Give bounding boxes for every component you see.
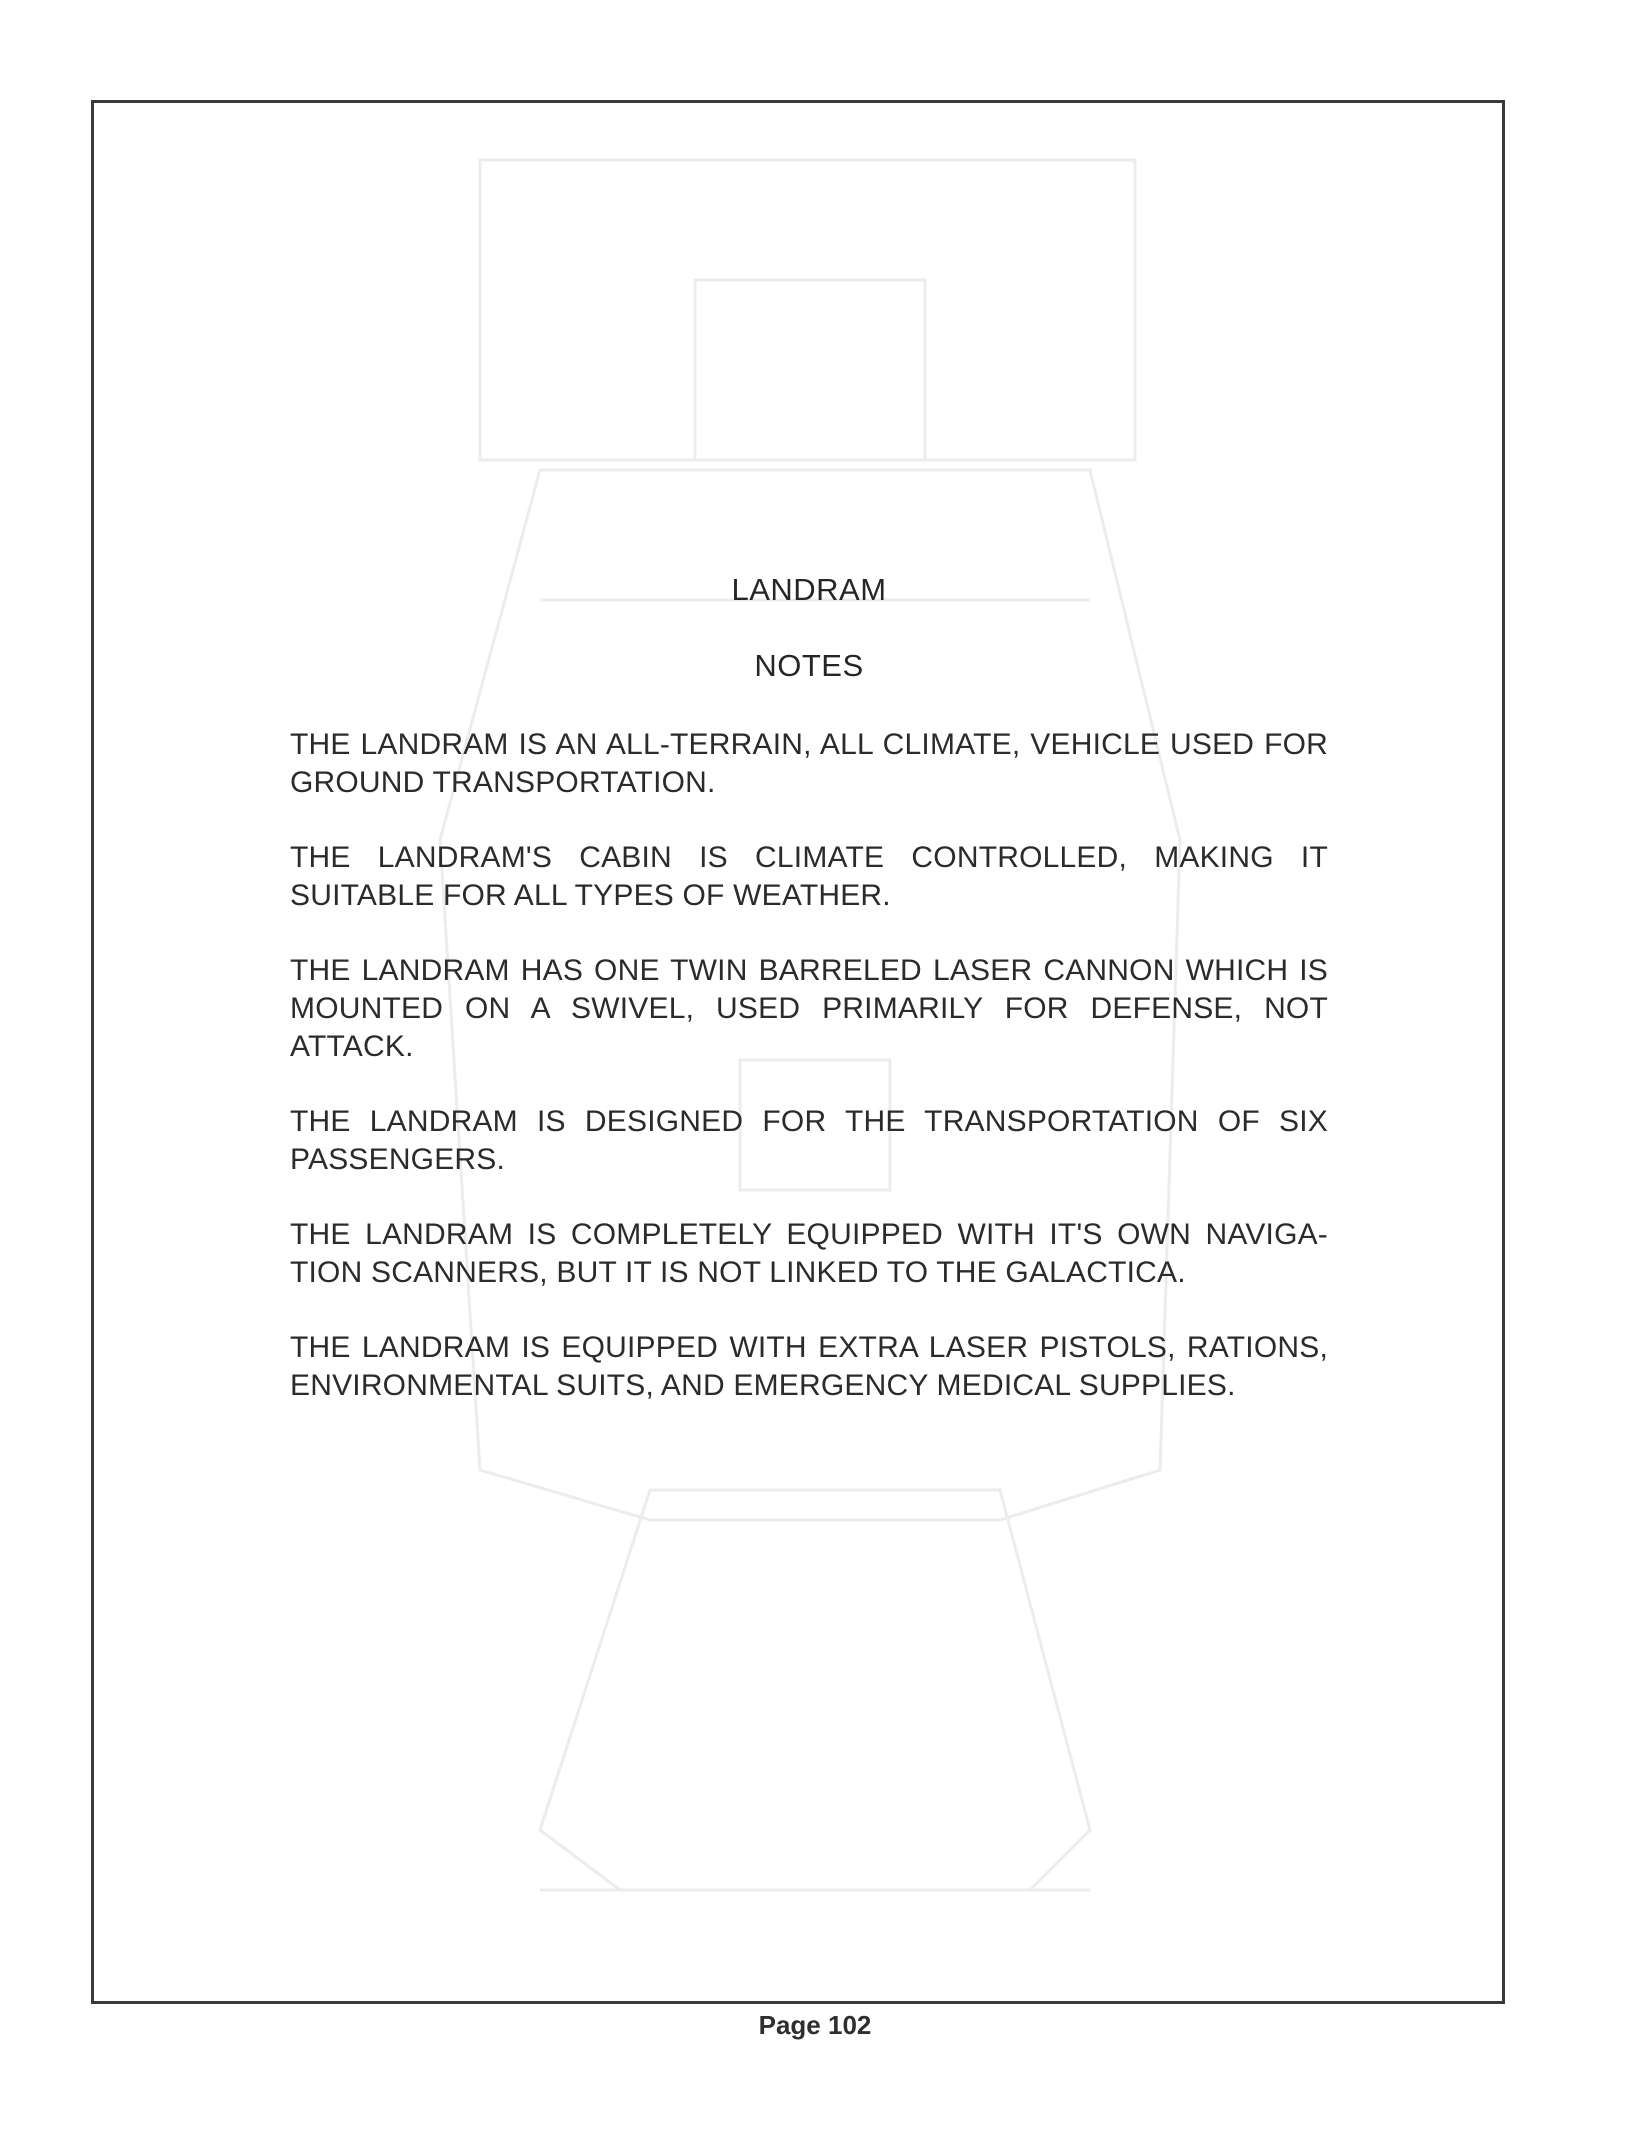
document-subtitle: NOTES: [754, 648, 864, 683]
note-paragraph-6: THE LANDRAM IS EQUIPPED WITH EXTRA LASER PISTOLS, RATIONS, ENVIRONMENTAL SUITS, AND EMERGENCY MEDICAL SUPPLIES.: [290, 1331, 1328, 1402]
note-paragraph-4: THE LANDRAM IS DESIGNED FOR THE TRANSPORTATION OF SIX PASSENGERS.: [290, 1105, 1328, 1176]
page-number: Page 102: [758, 2010, 872, 2040]
note-paragraph-3: THE LANDRAM HAS ONE TWIN BARRELED LASER CANNON WHICH IS MOUNTED ON A SWIVEL, USED PRIMARILY FOR DEFENSE, NOT ATTACK.: [290, 954, 1328, 1063]
note-paragraph-5: THE LANDRAM IS COMPLETELY EQUIPPED WITH IT'S OWN NAVIGA-TION SCANNERS, BUT IT IS NOT LINKED TO THE GALACTICA.: [290, 1218, 1328, 1289]
notes-content: [290, 560, 1328, 1405]
note-paragraph-2: THE LANDRAM'S CABIN IS CLIMATE CONTROLLED, MAKING IT SUITABLE FOR ALL TYPES OF WEATHER.: [290, 841, 1328, 912]
document-title: LANDRAM: [731, 572, 887, 607]
note-paragraph-1: THE LANDRAM IS AN ALL-TERRAIN, ALL CLIMATE, VEHICLE USED FOR GROUND TRANSPORTATION.: [290, 728, 1328, 799]
